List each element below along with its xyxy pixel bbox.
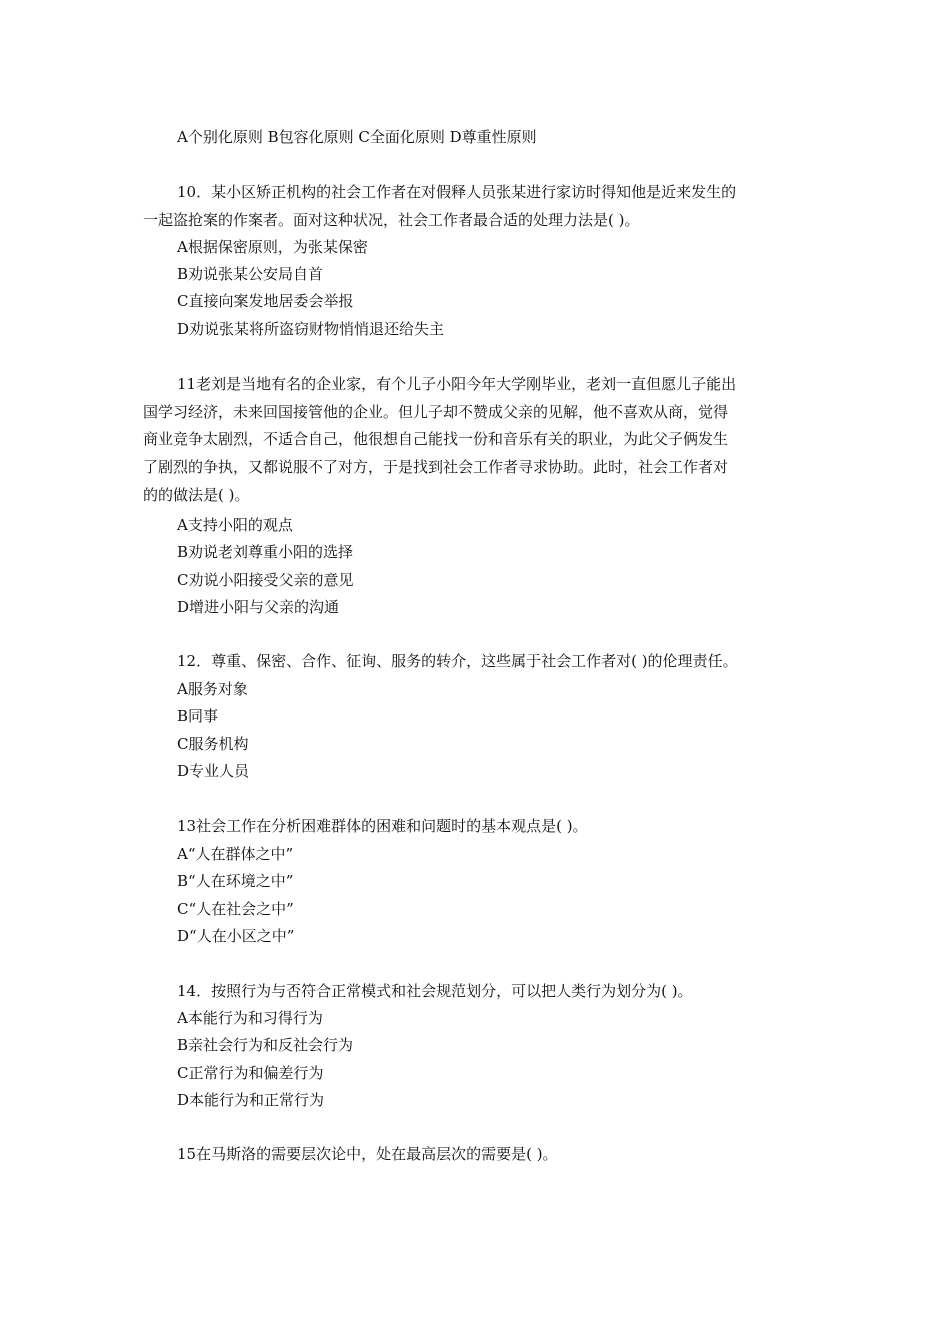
q14-option-c: C正常行为和偏差行为	[177, 1064, 324, 1082]
q13-option-d: D“人在小区之中”	[177, 927, 295, 945]
previous-question-options: A个别化原则 B包容化原则 C全面化原则 D尊重性原则	[177, 128, 537, 146]
q10-option-a: A根据保密原则，为张某保密	[177, 238, 368, 256]
q12-text-line-1: 12．尊重、保密、合作、征询、服务的转介，这些属于社会工作者对( )的伦理责任。	[177, 652, 738, 670]
q13-text-line-1: 13社会工作在分析困难群体的困难和问题时的基本观点是( )。	[177, 817, 588, 835]
q10-option-b: B劝说张某公安局自首	[177, 265, 324, 283]
q11-text-line-4: 了剧烈的争执，又都说服不了对方，于是找到社会工作者寻求协助。此时，社会工作者对	[143, 458, 729, 476]
q10-text-line-1: 10．某小区矫正机构的社会工作者在对假释人员张某进行家访时得知他是近来发生的	[177, 183, 737, 201]
q10-option-c: C直接向案发地居委会举报	[177, 292, 354, 310]
q13-option-c: C“人在社会之中”	[177, 900, 294, 918]
q12-option-b: B同事	[177, 707, 219, 725]
q12-option-c: C服务机构	[177, 735, 249, 753]
q15-text-line-1: 15在马斯洛的需要层次论中，处在最高层次的需要是( )。	[177, 1145, 558, 1163]
q11-text-line-3: 商业竞争太剧烈，不适合自己，他很想自己能找一份和音乐有关的职业，为此父子俩发生	[143, 430, 729, 448]
q14-text-line-1: 14．按照行为与否符合正常模式和社会规范划分，可以把人类行为划分为( )。	[177, 982, 693, 1000]
q14-option-b: B亲社会行为和反社会行为	[177, 1036, 354, 1054]
q11-option-d: D增进小阳与父亲的沟通	[177, 598, 340, 616]
q12-option-a: A服务对象	[177, 680, 248, 698]
q11-option-a: A支持小阳的观点	[177, 516, 293, 534]
q13-option-b: B“人在环境之中”	[177, 872, 294, 890]
q11-text-line-2: 国学习经济，未来回国接管他的企业。但儿子却不赞成父亲的见解，他不喜欢从商，觉得	[143, 403, 729, 421]
q11-option-b: B劝说老刘尊重小阳的选择	[177, 543, 354, 561]
q11-text-line-5: 的的做法是( )。	[143, 486, 250, 504]
q10-text-line-2: 一起盗抢案的作案者。面对这种状况，社会工作者最合适的处理力法是( )。	[143, 211, 640, 229]
q12-option-d: D专业人员	[177, 762, 250, 780]
q14-option-d: D本能行为和正常行为	[177, 1091, 325, 1109]
q11-text-line-1: 11老刘是当地有名的企业家，有个儿子小阳今年大学刚毕业，老刘一直但愿儿子能出	[177, 375, 737, 393]
q13-option-a: A“人在群体之中”	[177, 845, 294, 863]
q14-option-a: A本能行为和习得行为	[177, 1009, 323, 1027]
q10-option-d: D劝说张某将所盗窃财物悄悄退还给失主	[177, 320, 445, 338]
q11-option-c: C劝说小阳接受父亲的意见	[177, 571, 354, 589]
